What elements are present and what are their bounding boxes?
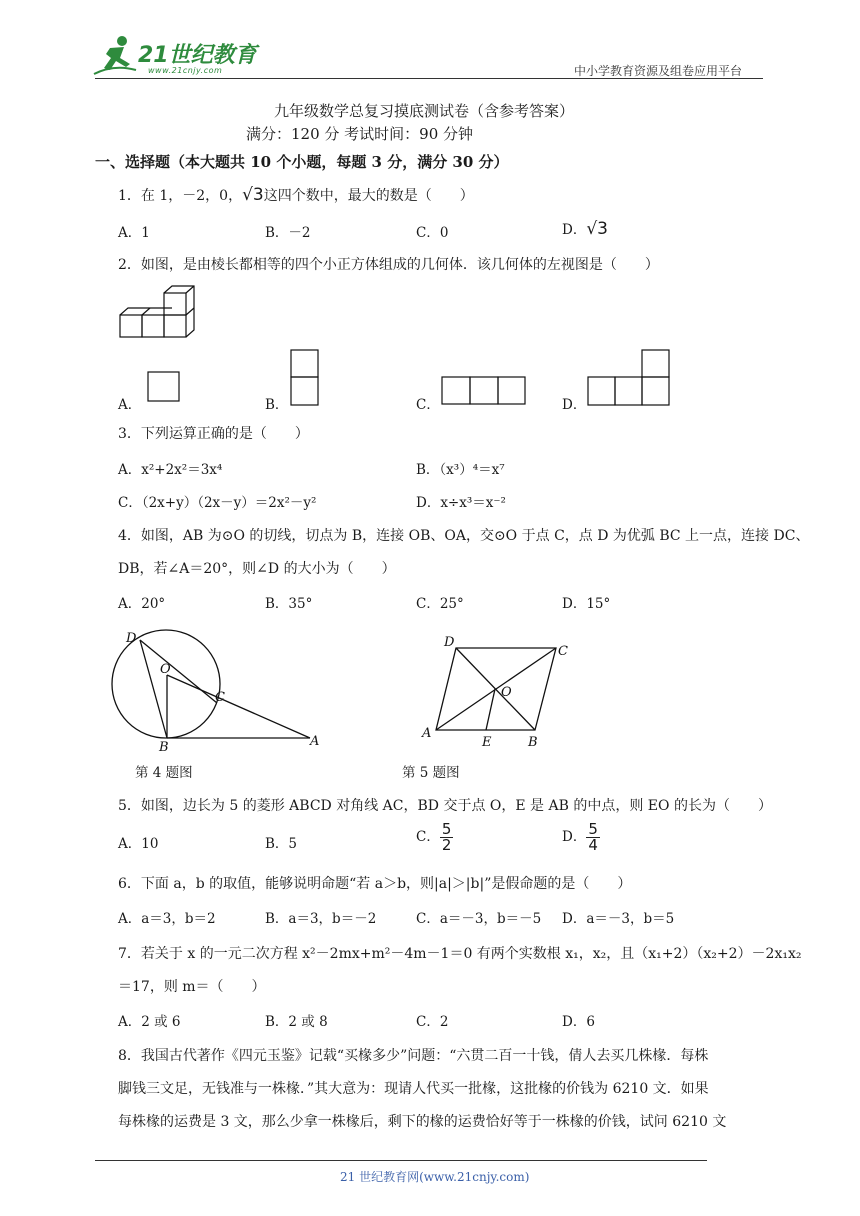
q1-option-b: B．－2 [265, 225, 311, 241]
q6-option-d: D．a＝－3，b＝5 [562, 911, 675, 927]
sqrt3-symbol: √3 [586, 219, 608, 239]
q6-option-c: C．a＝－3，b＝－5 [416, 911, 542, 927]
logo-url: www.21cnjy.com [148, 66, 223, 75]
page-subtitle: 满分：120 分 考试时间：90 分钟 [246, 125, 474, 143]
fig5-label-a: A [422, 726, 432, 741]
fig4-label-o: O [160, 662, 171, 677]
fig5-label-c: C [558, 644, 568, 659]
q4-option-b: B．35° [265, 596, 313, 612]
header-divider [95, 78, 763, 79]
question-7-line-2: ＝17，则 m＝（ ） [118, 979, 266, 995]
q1-option-a: A．1 [118, 225, 150, 241]
question-1 [118, 185, 474, 205]
q2-solid-figure [116, 284, 196, 340]
question-8-line-3: 每株椽的运费是 3 文，那么少拿一株椽后，剩下的椽的运费恰好等于一株椽的价钱，试问 6210 文 [118, 1114, 727, 1130]
q7-option-c: C．2 [416, 1014, 449, 1030]
question-3: 3．下列运算正确的是（ ） [118, 426, 309, 442]
q2-option-b-figure [290, 349, 320, 407]
fig5-label-b: B [528, 735, 538, 750]
q4-option-c: C．25° [416, 596, 464, 612]
q2-label-d: D． [562, 397, 587, 413]
q3-option-c: C．（2x+y）（2x－y）＝2x²－y² [118, 495, 317, 511]
header-logo [92, 34, 262, 78]
fraction-5-4: $\frac{5}{4}$ [588, 820, 598, 854]
section-heading: 一、选择题（本大题共 10 个小题，每题 3 分，满分 30 分） [95, 153, 509, 171]
fig5-label-d: D [444, 635, 455, 650]
question-7-line-1: 7．若关于 x 的一元二次方程 x²－2mx+m²－4m－1＝0 有两个实数根 x₁，x₂，且（x₁+2）（x₂+2）－2x₁x₂ [118, 946, 802, 962]
figure-5-caption: 第 5 题图 [402, 765, 460, 781]
figure-4-circle-tangent [108, 628, 328, 756]
q7-option-a: A．2 或 6 [118, 1014, 181, 1030]
q3-option-b: B．（x³）⁴＝x⁷ [416, 462, 505, 478]
q4-option-d: D．15° [562, 596, 611, 612]
q2-option-a-figure [147, 371, 181, 403]
fig5-label-o: O [501, 685, 512, 700]
logo-text: 21世纪教育 [138, 43, 257, 68]
q6-option-b: B．a＝3，b＝－2 [265, 911, 377, 927]
footer-divider [95, 1160, 707, 1161]
q6-option-a: A．a＝3，b＝2 [118, 911, 216, 927]
q2-label-c: C． [416, 397, 440, 413]
q1-text-a: 1．在 1，－2，0， [118, 188, 243, 204]
q2-option-d-figure [587, 349, 671, 407]
q1-text-b: 这四个数中，最大的数是（ ） [263, 188, 474, 204]
question-8-line-2: 脚钱三文足，无钱准与一株椽．”其大意为：现请人代买一批椽，这批椽的价钱为 6210 文．如果 [118, 1081, 709, 1097]
fraction-5-2: $\frac{5}{2}$ [441, 820, 452, 854]
question-8-line-1: 8．我国古代著作《四元玉鉴》记载“买椽多少”问题：“六贯二百一十钱，倩人去买几株椽．每株 [118, 1048, 709, 1064]
q5-option-d: D． $\frac{5}{4}$ [562, 820, 598, 854]
fig4-label-b: B [159, 740, 169, 755]
q2-label-b: B． [265, 397, 289, 413]
q7-option-b: B．2 或 8 [265, 1014, 328, 1030]
question-6: 6．下面 a，b 的取值，能够说明命题“若 a＞b，则|a|＞|b|”是假命题的是（ ） [118, 876, 632, 892]
fig5-label-e: E [482, 735, 492, 750]
page-title: 九年级数学总复习摸底测试卷（含参考答案） [274, 102, 575, 120]
q1-option-c: C．0 [416, 225, 449, 241]
q1-option-d: D．√3 [562, 219, 608, 239]
q4-option-a: A．20° [118, 596, 166, 612]
question-2: 2．如图，是由棱长都相等的四个小正方体组成的几何体．该几何体的左视图是（ ） [118, 257, 659, 273]
figure-4-caption: 第 4 题图 [135, 765, 193, 781]
question-4-line-2: DB，若∠A＝20°，则∠D 的大小为（ ） [118, 561, 396, 577]
q3-option-a: A．x²+2x²＝3x⁴ [118, 462, 223, 478]
header-platform-text: 中小学教育资源及组卷应用平台 [574, 64, 743, 78]
q5-option-b: B．5 [265, 836, 298, 852]
q7-option-d: D．6 [562, 1014, 595, 1030]
q2-option-c-figure [441, 376, 527, 406]
logo-runner-icon [92, 34, 138, 76]
footer-text: 21 世纪教育网(www.21cnjy.com) [340, 1170, 530, 1184]
question-4-line-1: 4．如图，AB 为⊙O 的切线，切点为 B，连接 OB、OA，交⊙O 于点 C，点 D 为优弧 BC 上一点，连接 DC、 [118, 528, 810, 544]
fig4-label-d: D [126, 631, 137, 646]
q3-option-d: D．x÷x³＝x⁻² [416, 495, 506, 511]
figure-5-rhombus [418, 634, 578, 752]
fig4-label-c: C [215, 690, 225, 705]
q5-option-a: A．10 [118, 836, 159, 852]
q5-option-c: C． $\frac{5}{2}$ [416, 820, 452, 854]
q2-label-a: A． [118, 397, 142, 413]
fig4-label-a: A [310, 734, 320, 749]
question-5: 5．如图，边长为 5 的菱形 ABCD 对角线 AC，BD 交于点 O，E 是 AB 的中点，则 EO 的长为（ ） [118, 798, 772, 814]
sqrt3-symbol: √3 [242, 185, 264, 205]
